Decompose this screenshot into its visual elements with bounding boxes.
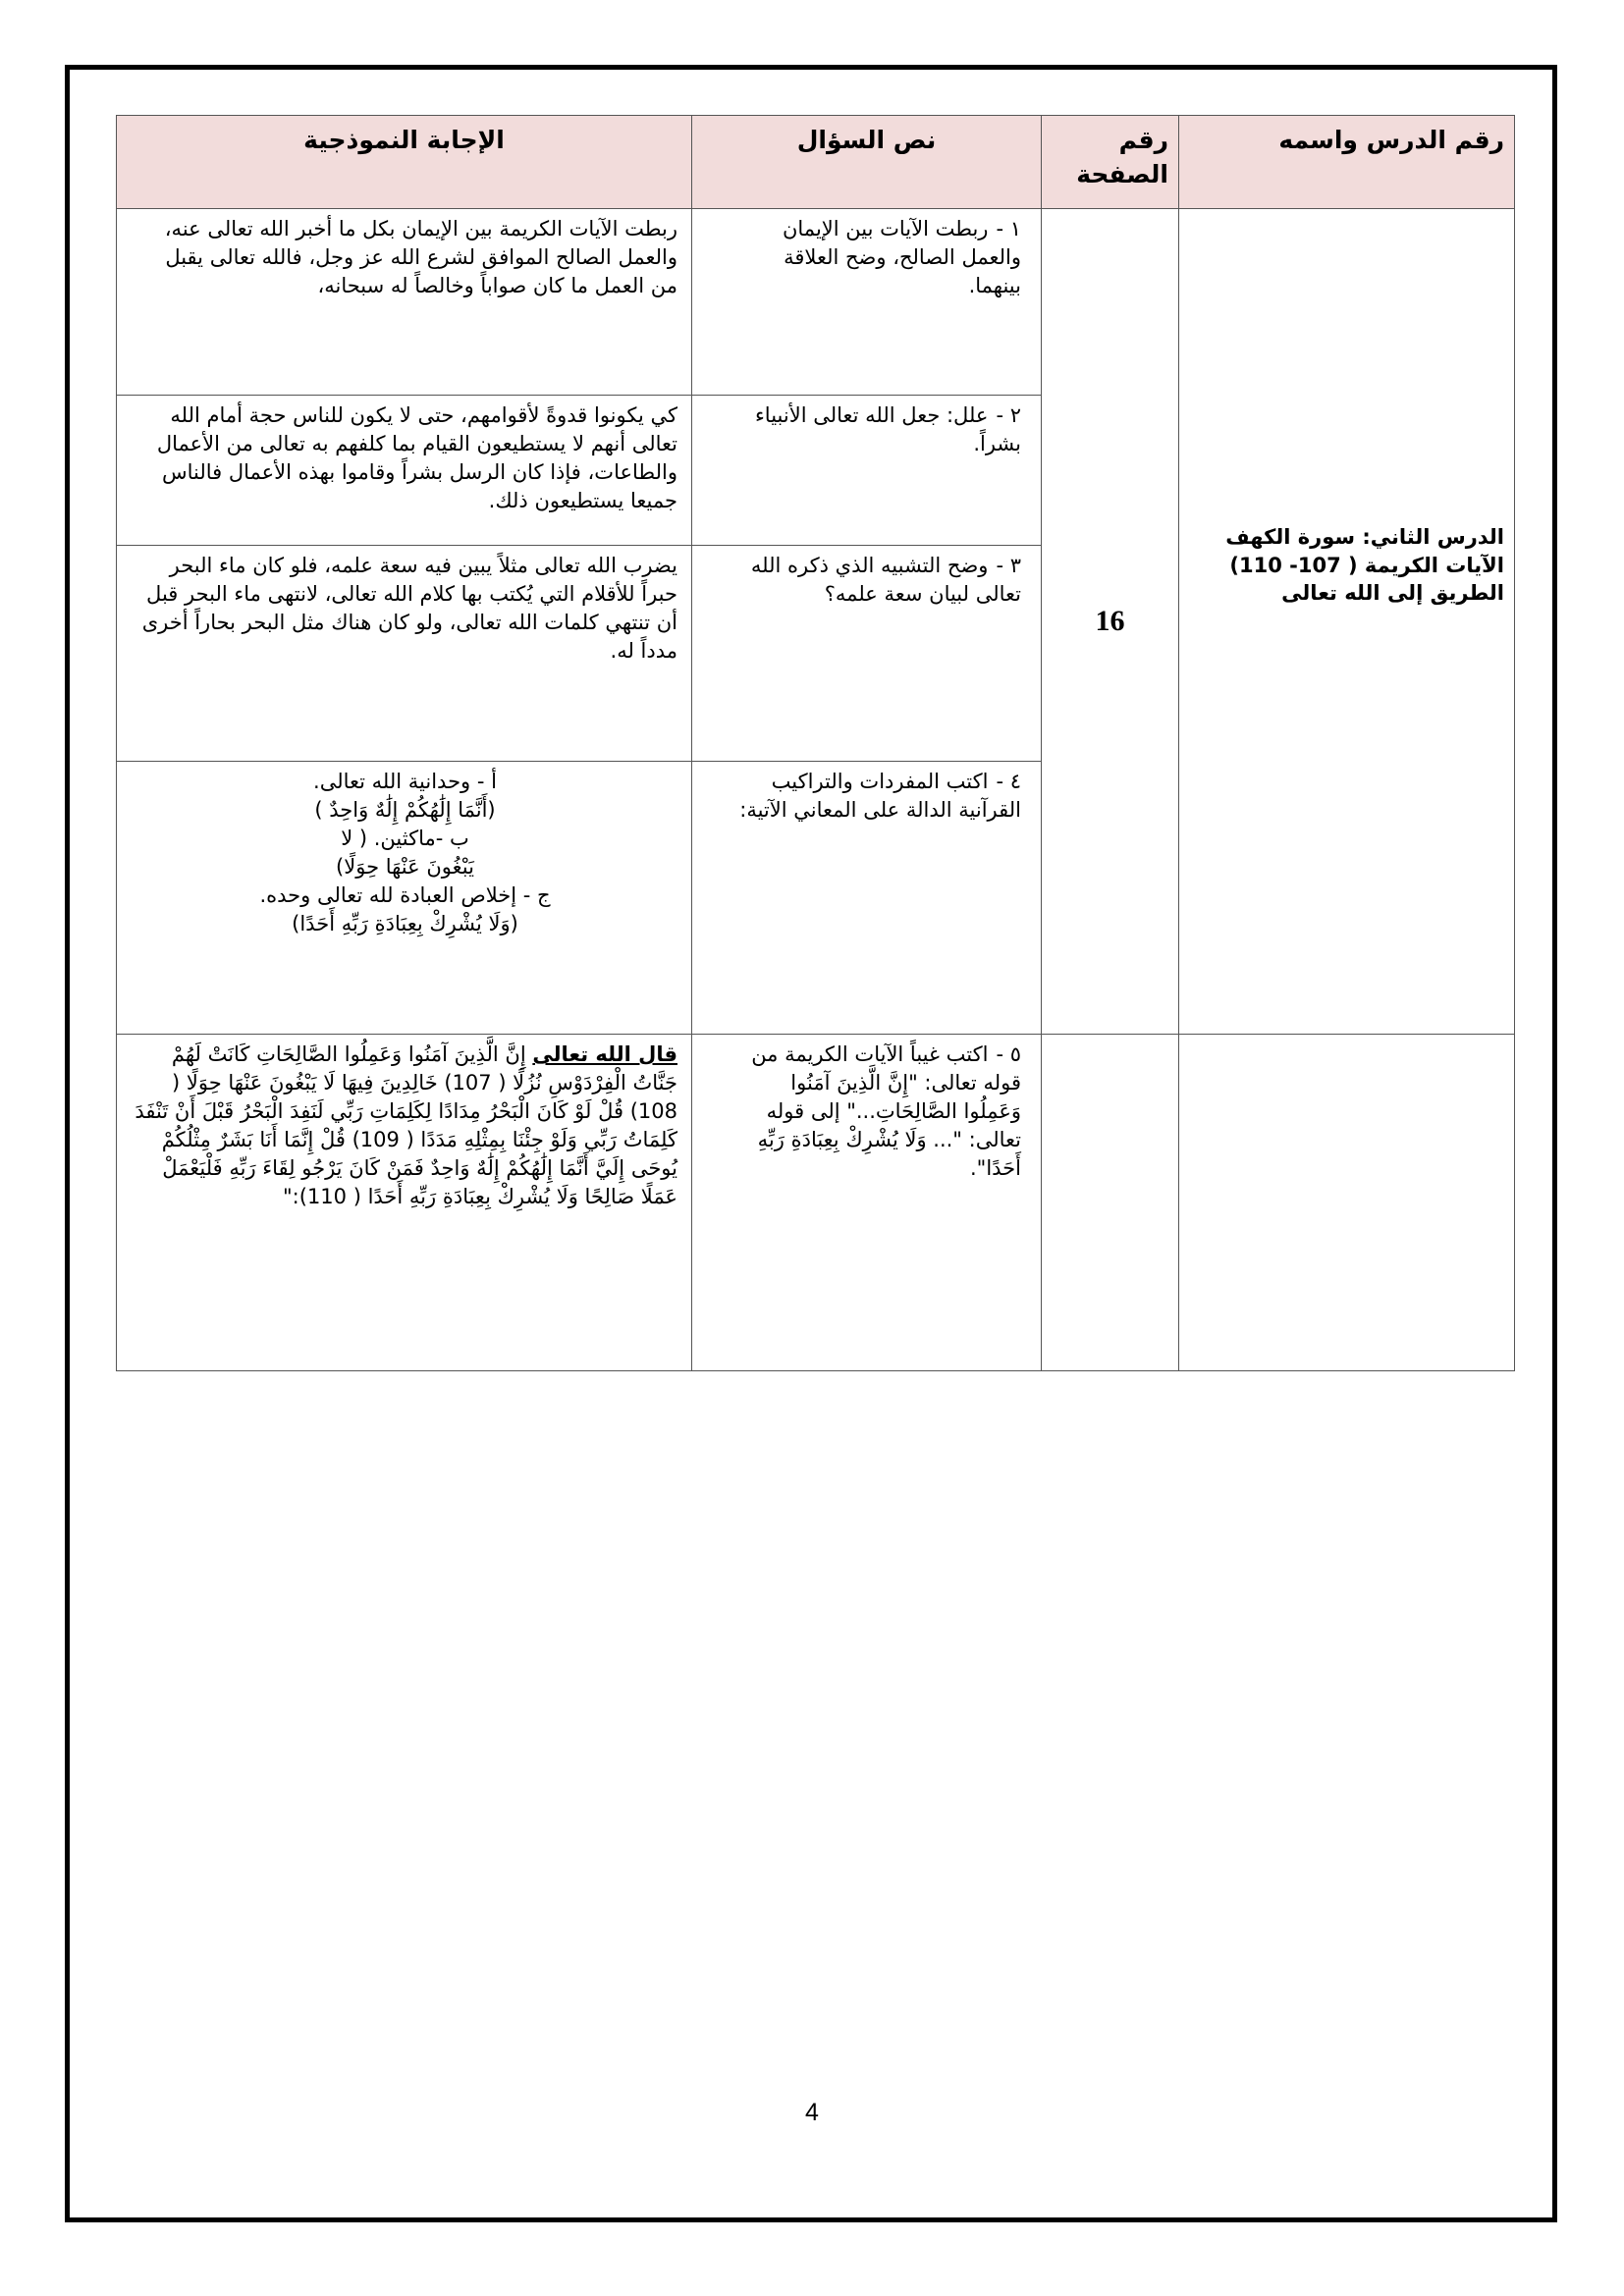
answer-line: (وَلَا يُشْرِكْ بِعِبَادَةِ رَبِّهِ أَحَدًا) — [292, 911, 518, 935]
answer-cell — [117, 209, 692, 396]
question-number: ٤ - — [996, 770, 1021, 793]
model-answer-table — [116, 115, 1515, 1371]
answer-cell — [117, 762, 692, 1035]
question-number: ٢ - — [996, 403, 1021, 427]
question-cell — [692, 396, 1042, 546]
answer-text: إِنَّ الَّذِينَ آمَنُوا وَعَمِلُوا الصَّالِحَاتِ كَانَتْ لَهُمْ جَنَّاتُ الْفِرْدَوْسِ نُزُلًا ( 107) خَالِدِينَ فِيهَا لَا يَبْغُونَ عَنْهَا حِوَلًا ( 108) قُلْ لَوْ كَانَ الْبَحْرُ مِدَادًا لِكَلِمَاتِ رَبِّي لَنَفِدَ الْبَحْرُ قَبْلَ أَنْ تَنْفَدَ كَلِمَاتُ رَبِّي وَلَوْ جِئْنَا بِمِثْلِهِ مَدَدًا ( 109) قُلْ إِنَّمَا أَنَا بَشَرٌ مِثْلُكُمْ يُوحَى إِلَيَّ أَنَّمَا إِلَٰهُكُمْ إِلَٰهٌ وَاحِدٌ فَمَنْ كَانَ يَرْجُو لِقَاءَ رَبِّهِ فَلْيَعْمَلْ عَمَلًا صَالِحًا وَلَا يُشْرِكْ بِعِبَادَةِ رَبِّهِ أَحَدًا ( 110):" — [135, 1042, 677, 1208]
lesson-cell — [1179, 209, 1515, 1035]
answer-cell — [117, 396, 692, 546]
question-text: ربطت الآيات بين الإيمان والعمل الصالح، وضح العلاقة بينهما. — [782, 217, 1021, 297]
lesson-cell-empty — [1179, 1035, 1515, 1371]
table-row — [117, 209, 1515, 396]
lesson-verses: الآيات الكريمة ( 107- 110) — [1229, 553, 1504, 577]
question-cell — [692, 1035, 1042, 1371]
lesson-subtitle: الطريق إلى الله تعالى — [1281, 581, 1504, 606]
page-number-cell: 16 — [1042, 209, 1179, 1035]
question-number: ١ - — [996, 217, 1021, 240]
footer-page-number: 4 — [805, 2099, 819, 2126]
answer-text: كي يكونوا قدوةً لأقوامهم، حتى لا يكون للناس حجة أمام الله تعالى أنهم لا يستطيعون القيام بما كلفهم به تعالى من الأعمال والطاعات، فإذا كان الرسل بشراً وقاموا بهذه الأعمال فالناس جميعا يستطيعون ذلك. — [156, 403, 677, 512]
table-header-row — [117, 116, 1515, 209]
question-cell — [692, 209, 1042, 396]
question-cell — [692, 762, 1042, 1035]
question-number: ٣ - — [996, 554, 1021, 577]
answer-text: ربطت الآيات الكريمة بين الإيمان بكل ما أخبر الله تعالى عنه، والعمل الصالح الموافق لشرع الله عز وجل، فالله تعالى يقبل من العمل ما كان صواباً وخالصاً له سبحانه، — [164, 217, 677, 297]
table-row — [117, 1035, 1515, 1371]
question-text: اكتب غيباً الآيات الكريمة من قوله تعالى: "إِنَّ الَّذِينَ آمَنُوا وَعَمِلُوا الصَّالِحَاتِ..." إلى قوله تعالى: "... وَلَا يُشْرِكْ بِعِبَادَةِ رَبِّهِ أَحَدًا". — [751, 1042, 1021, 1180]
answer-cell — [117, 1035, 692, 1371]
page-cell-empty — [1042, 1035, 1179, 1371]
answer-cell — [117, 546, 692, 762]
answer-lead: قال الله تعالى — [532, 1042, 677, 1066]
answer-line: أ - وحدانية الله تعالى. — [313, 770, 497, 793]
question-text: وضح التشبيه الذي ذكره الله تعالى لبيان سعة علمه؟ — [750, 554, 1021, 606]
header-answer: الإجابة النموذجية — [117, 116, 692, 209]
question-cell — [692, 546, 1042, 762]
header-question: نص السؤال — [692, 116, 1042, 209]
answer-text: يضرب الله تعالى مثلاً يبين فيه سعة علمه، فلو كان ماء البحر حبراً للأقلام التي يُكتب بها كلام الله تعالى، لانتهى ماء البحر قبل أن تنتهي كلمات الله تعالى، ولو كان هناك مثل البحر بحاراً أخرى مدداً له. — [141, 554, 677, 663]
answer-line: ب -ماكثين. ( لا — [341, 826, 469, 850]
question-text: اكتب المفردات والتراكيب القرآنية الدالة على المعاني الآتية: — [739, 770, 1021, 822]
answer-line: يَبْغُونَ عَنْهَا حِوَلًا) — [336, 854, 474, 879]
header-page: رقم الصفحة — [1042, 116, 1179, 209]
lesson-title: الدرس الثاني: سورة الكهف — [1225, 524, 1504, 549]
answer-line: (أَنَّمَا إِلَٰهُكُمْ إِلَٰهٌ وَاحِدٌ ) — [314, 797, 496, 822]
question-number: ٥ - — [996, 1042, 1021, 1066]
answer-line: ج - إخلاص العبادة لله تعالى وحده. — [259, 882, 551, 907]
header-lesson: رقم الدرس واسمه — [1179, 116, 1515, 209]
question-text: علل: جعل الله تعالى الأنبياء بشراً. — [754, 403, 1021, 455]
